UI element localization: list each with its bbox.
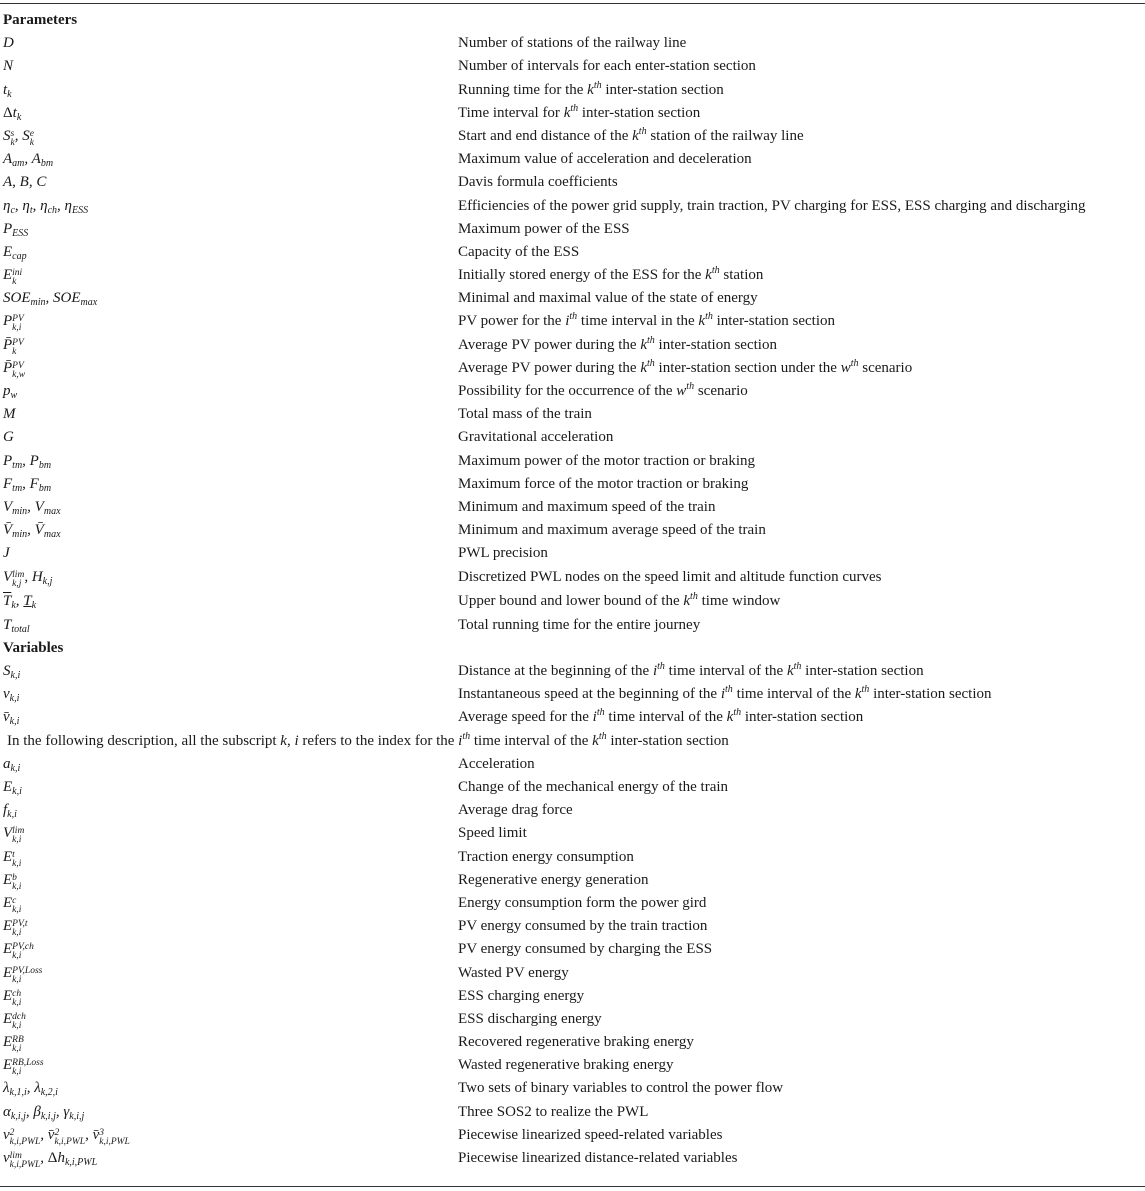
symbol: E PV,ch k,i: [3, 941, 34, 962]
description: Total mass of the train: [458, 406, 592, 423]
description: Three SOS2 to realize the PWL: [458, 1103, 649, 1120]
description: Number of intervals for each enter-station section: [458, 58, 756, 75]
symbol: $V_{min}$, $V_{max}$: [3, 498, 61, 517]
symbol: E ini k: [3, 267, 23, 288]
description: Maximum power of the ESS: [458, 220, 630, 237]
table-row: [3, 753, 1145, 776]
symbol: $\lambda_{k,1,i}$, $\lambda_{k,2,i}$: [3, 1080, 58, 1099]
symbol: V lim k,j , $H_{k,j}$: [3, 568, 53, 589]
symbol: J: [3, 545, 10, 562]
symbol: $t_k$: [3, 81, 12, 100]
table-row: [3, 683, 1145, 706]
description: Possibility for the occurrence of the $w^{th}$ scenario: [458, 381, 748, 399]
table-row: [3, 102, 1145, 125]
symbol: G: [3, 429, 14, 446]
table-row: [3, 264, 1145, 287]
table-row: [3, 915, 1145, 938]
symbol: E dch k,i: [3, 1010, 26, 1031]
symbol: A, B, C: [3, 174, 47, 191]
symbol: E RB,Loss k,i: [3, 1057, 44, 1078]
symbol: N: [3, 58, 14, 75]
table-row: [3, 614, 1145, 637]
description: Average drag force: [458, 802, 573, 819]
description: Total running time for the entire journey: [458, 616, 701, 633]
table-row: [3, 1077, 1145, 1100]
table-row: [3, 357, 1145, 380]
table-row: [3, 79, 1145, 102]
symbol: P̄ PV k,w: [3, 359, 26, 380]
section-header-variables: Variables: [3, 639, 64, 656]
table-row: [3, 380, 1145, 403]
description: Upper bound and lower bound of the $k^{th}$ time window: [458, 590, 781, 609]
description: Time interval for $k^{th}$ inter-station section: [458, 102, 701, 121]
symbol: S s k , S e k: [3, 127, 34, 148]
description: Minimum and maximum average speed of the train: [458, 522, 766, 539]
note-row: [3, 730, 1145, 753]
top-rule: [0, 3, 1145, 4]
symbol: $a_{k,i}$: [3, 755, 21, 774]
description: Average speed for the $i^{th}$ time interval of the $k^{th}$ inter-station section: [458, 707, 864, 726]
table-row: [3, 125, 1145, 148]
table-row: [3, 542, 1145, 565]
description: Acceleration: [458, 755, 535, 772]
description: Average PV power during the $k^{th}$ inter-station section under the $w^{th}$ scenario: [458, 357, 913, 376]
table-row: [3, 962, 1145, 985]
description: Capacity of the ESS: [458, 243, 580, 260]
table-row: [3, 287, 1145, 310]
symbol: P PV k,i: [3, 313, 24, 334]
symbol: $v̄_{k,i}$: [3, 709, 20, 728]
symbol: $E_{cap}$: [3, 243, 27, 262]
description: Piecewise linearized distance-related variables: [458, 1150, 738, 1166]
table-row: [3, 1124, 1145, 1147]
table-row: [3, 846, 1145, 869]
description: PV energy consumed by the train traction: [458, 918, 708, 935]
table-row: [3, 1101, 1145, 1124]
table-row: [3, 426, 1145, 449]
symbol: $V̄_{min}$, $V̄_{max}$: [3, 522, 61, 541]
table-row: [3, 776, 1145, 799]
symbol: D: [3, 35, 14, 52]
symbol: $T_{total}$: [3, 616, 30, 635]
symbol: $SOE_{min}$, $SOE_{max}$: [3, 290, 98, 309]
description: Running time for the $k^{th}$ inter-station section: [458, 79, 724, 98]
table-row: [3, 334, 1145, 357]
symbol: $\overline{T}_k$, $T_k$: [3, 592, 37, 611]
table-row: [3, 241, 1145, 264]
description: Instantaneous speed at the beginning of the $i^{th}$ time interval of the $k^{th}$ inter-station section: [458, 684, 992, 703]
table-row: [3, 706, 1145, 729]
description: Initially stored energy of the ESS for the $k^{th}$ station: [458, 265, 764, 284]
symbol: $A_{am}$, $A_{bm}$: [3, 151, 54, 170]
symbol: $\alpha_{k,i,j}$, $\beta_{k,i,j}$, $\gamma_{k,i,j}$: [3, 1103, 85, 1122]
description: Piecewise linearized speed-related variables: [458, 1126, 723, 1143]
description: Traction energy consumption: [458, 848, 634, 865]
table-row: [3, 473, 1145, 496]
description: Davis formula coefficients: [458, 174, 618, 191]
table-row: [3, 660, 1145, 683]
symbol: $v_{k,i}$: [3, 686, 20, 705]
description: Two sets of binary variables to control the power flow: [458, 1080, 784, 1097]
symbol: $E_{k,i}$: [3, 779, 22, 797]
table-row: [3, 985, 1145, 1008]
description: PV energy consumed by charging the ESS: [458, 941, 713, 958]
table-row: [3, 589, 1145, 614]
description: Average PV power during the $k^{th}$ inter-station section: [458, 334, 777, 353]
description: Recovered regenerative braking energy: [458, 1034, 694, 1051]
description: Energy consumption form the power gird: [458, 894, 707, 911]
description: Maximum value of acceleration and deceleration: [458, 151, 752, 168]
table-row: [3, 519, 1145, 542]
table-row: [3, 55, 1145, 78]
symbol: $\eta_c$, $\eta_t$, $\eta_{ch}$, $\eta_{ESS}$: [3, 197, 89, 216]
description: ESS discharging energy: [458, 1010, 602, 1027]
symbol: v 2 k,i,PWL , v̄ 2 k,i,PWL , v̄ 3 k,i,PWL: [3, 1126, 130, 1147]
symbol: M: [3, 406, 16, 423]
description: PWL precision: [458, 545, 548, 562]
symbol: P̄ PV k: [3, 336, 24, 357]
symbol: $P_{tm}$, $P_{bm}$: [3, 452, 52, 471]
description: Gravitational acceleration: [458, 429, 614, 446]
description: Efficiencies of the power grid supply, train traction, PV charging for ESS, ESS charging and discharging: [458, 197, 1086, 214]
symbol: E c k,i: [3, 894, 22, 915]
table-row: [3, 892, 1145, 915]
symbol: $p_w$: [3, 383, 18, 401]
table-row: [3, 218, 1145, 241]
description: ESS charging energy: [458, 987, 585, 1004]
table-row: [3, 450, 1145, 473]
description: PV power for the $i^{th}$ time interval in the $k^{th}$ inter-station section: [458, 311, 836, 330]
symbol: $f_{k,i}$: [3, 802, 17, 821]
symbol: $P_{ESS}$: [3, 220, 29, 239]
symbol: V lim k,i: [3, 825, 25, 846]
description: Maximum force of the motor traction or braking: [458, 475, 749, 492]
symbol: E ch k,i: [3, 987, 22, 1008]
table-row: [3, 195, 1145, 218]
symbol: E PV,t k,i: [3, 918, 28, 939]
table-row: [3, 32, 1145, 55]
table-row: [3, 496, 1145, 519]
symbol: v lim k,i,PWL , $\Delta h_{k,i,PWL}$: [3, 1150, 98, 1170]
table-row: [3, 171, 1145, 194]
symbol: E RB k,i: [3, 1034, 24, 1055]
description: Start and end distance of the $k^{th}$ station of the railway line: [458, 125, 804, 144]
note: In the following description, all the subscript k, i refers to the index for the $i^{th}$ time interval of the $k^{th}$ inter-station section: [7, 730, 729, 749]
table-row: [3, 1054, 1145, 1077]
description: Wasted regenerative braking energy: [458, 1057, 674, 1074]
nomenclature-table: [3, 9, 1145, 1170]
table-row: [3, 403, 1145, 426]
table-row: [3, 869, 1145, 892]
description: Discretized PWL nodes on the speed limit and altitude function curves: [458, 568, 882, 585]
symbol: E b k,i: [3, 871, 22, 892]
description: Speed limit: [458, 825, 527, 842]
symbol: $\Delta t_k$: [3, 104, 22, 123]
symbol: E t k,i: [3, 848, 22, 869]
table-row: [3, 1008, 1145, 1031]
description: Wasted PV energy: [458, 964, 569, 981]
description: Distance at the beginning of the $i^{th}$ time interval of the $k^{th}$ inter-station section: [458, 661, 924, 680]
table-row: [3, 1031, 1145, 1054]
symbol: E PV,Loss k,i: [3, 964, 43, 985]
table-row: [3, 938, 1145, 961]
table-row: [3, 1147, 1145, 1170]
table-row: [3, 822, 1145, 845]
table-row: [3, 799, 1145, 822]
section-header-parameters: Parameters: [3, 12, 78, 28]
description: Change of the mechanical energy of the train: [458, 779, 729, 795]
symbol: $F_{tm}$, $F_{bm}$: [3, 475, 52, 494]
description: Minimal and maximal value of the state of energy: [458, 290, 758, 307]
table-row: [3, 310, 1145, 333]
table-row: [3, 148, 1145, 171]
description: Number of stations of the railway line: [458, 35, 687, 52]
table-row: [3, 566, 1145, 589]
description: Minimum and maximum speed of the train: [458, 498, 716, 515]
bottom-rule: [0, 1186, 1145, 1187]
symbol: $S_{k,i}$: [3, 663, 21, 682]
description: Maximum power of the motor traction or braking: [458, 452, 756, 469]
description: Regenerative energy generation: [458, 871, 649, 888]
